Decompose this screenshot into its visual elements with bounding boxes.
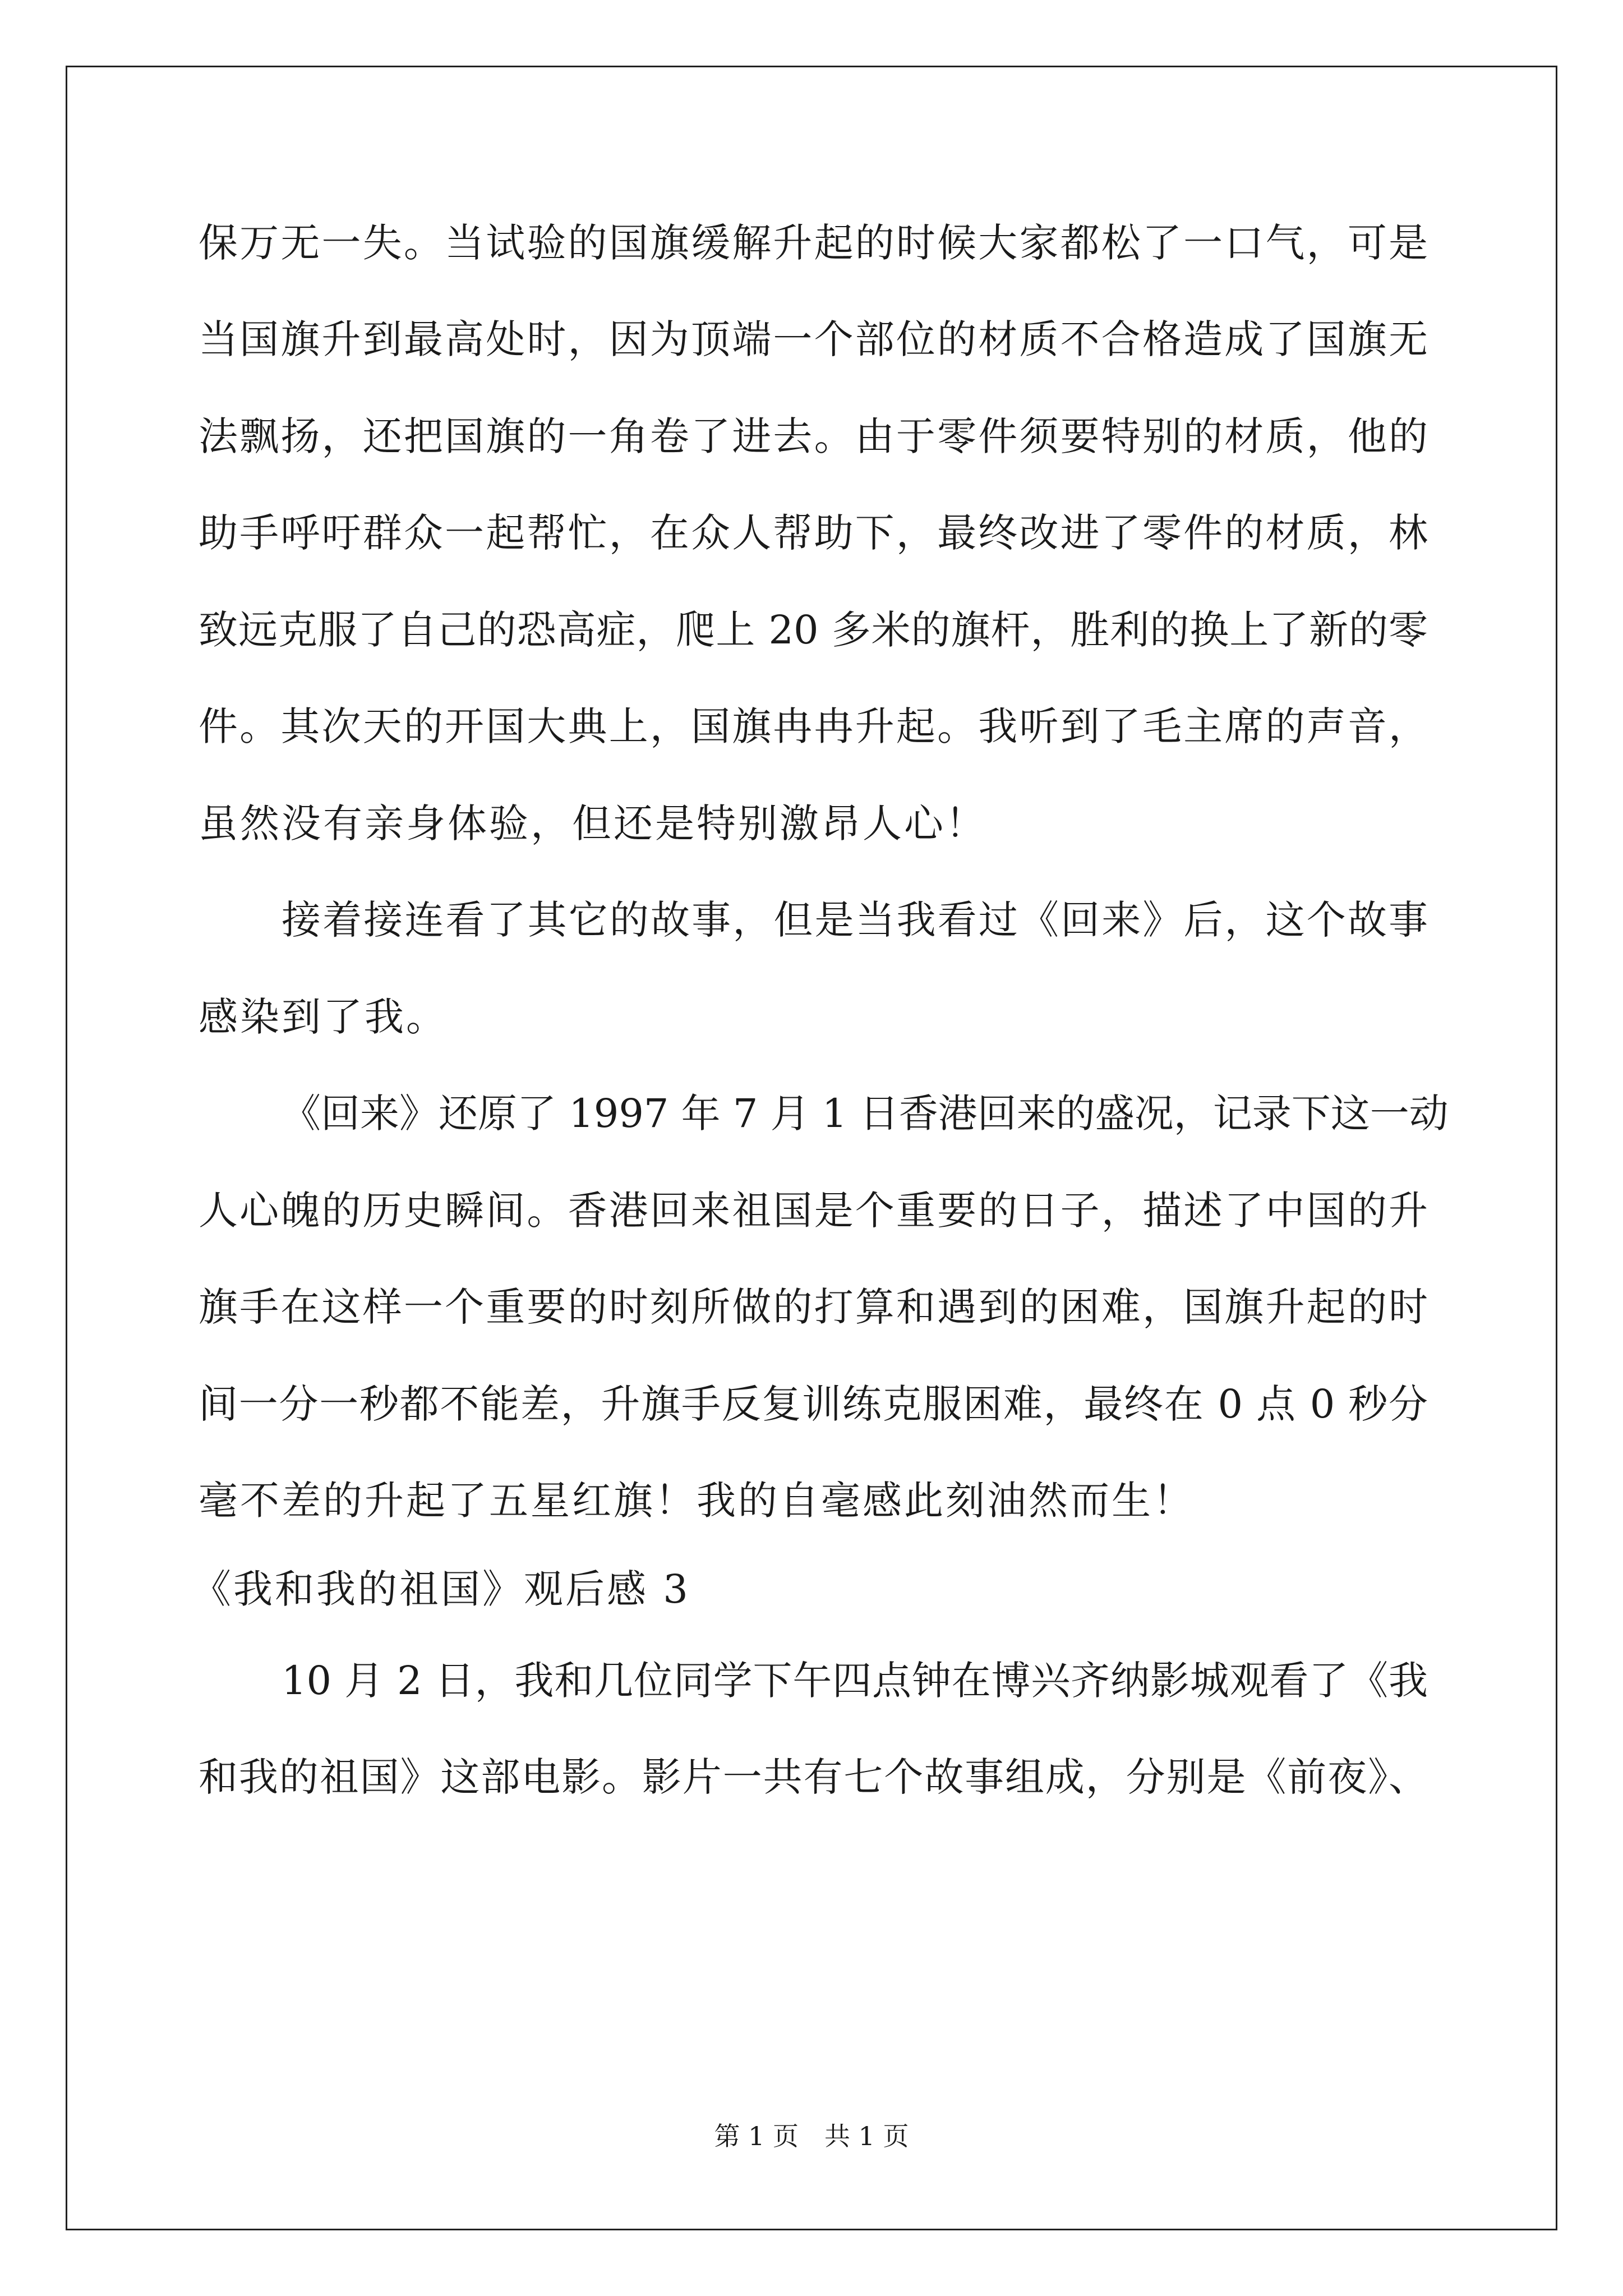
paragraph-first-line: 10 月 2 日，我和几位同学下午四点钟在博兴齐纳影城观看了《我: [282, 1658, 1428, 1704]
page-number-footer: 第 1 页 共 1 页: [714, 2121, 909, 2151]
text-line: 旗手在这样一个重要的时刻所做的打算和遇到的困难，国旗升起的时: [199, 1284, 1428, 1330]
text-line: 感染到了我。: [199, 994, 448, 1040]
section-heading: 《我和我的祖国》观后感 3: [192, 1566, 690, 1612]
text-line: 致远克服了自己的恐高症，爬上 20 多米的旗杆，胜利的换上了新的零: [199, 607, 1428, 653]
text-line: 件。其次天的开国大典上，国旗冉冉升起。我听到了毛主席的声音，: [199, 703, 1428, 749]
page-border: [66, 66, 1557, 2230]
text-line: 保万无一失。当试验的国旗缓解升起的时候大家都松了一口气，可是: [199, 220, 1428, 266]
paragraph-first-line: 《回来》还原了 1997 年 7 月 1 日香港回来的盛况，记录下这一动: [282, 1091, 1449, 1137]
text-line: 当国旗升到最高处时，因为顶端一个部位的材质不合格造成了国旗无: [199, 316, 1428, 362]
text-line: 间一分一秒都不能差，升旗手反复训练克服困难，最终在 0 点 0 秒分: [199, 1381, 1428, 1427]
text-line: 毫不差的升起了五星红旗！我的自毫感此刻油然而生！: [199, 1478, 1195, 1524]
text-line: 和我的祖国》这部电影。影片一共有七个故事组成，分别是《前夜》、: [199, 1754, 1428, 1800]
text-line: 助手呼吁群众一起帮忙，在众人帮助下，最终改进了零件的材质，林: [199, 510, 1428, 556]
text-line: 人心魄的历史瞬间。香港回来祖国是个重要的日子，描述了中国的升: [199, 1188, 1428, 1234]
text-line: 虽然没有亲身体验，但还是特别激昂人心！: [199, 800, 987, 846]
text-line: 法飘扬，还把国旗的一角卷了进去。由于零件须要特别的材质，他的: [199, 413, 1428, 459]
paragraph-first-line: 接着接连看了其它的故事，但是当我看过《回来》后，这个故事: [282, 897, 1428, 943]
